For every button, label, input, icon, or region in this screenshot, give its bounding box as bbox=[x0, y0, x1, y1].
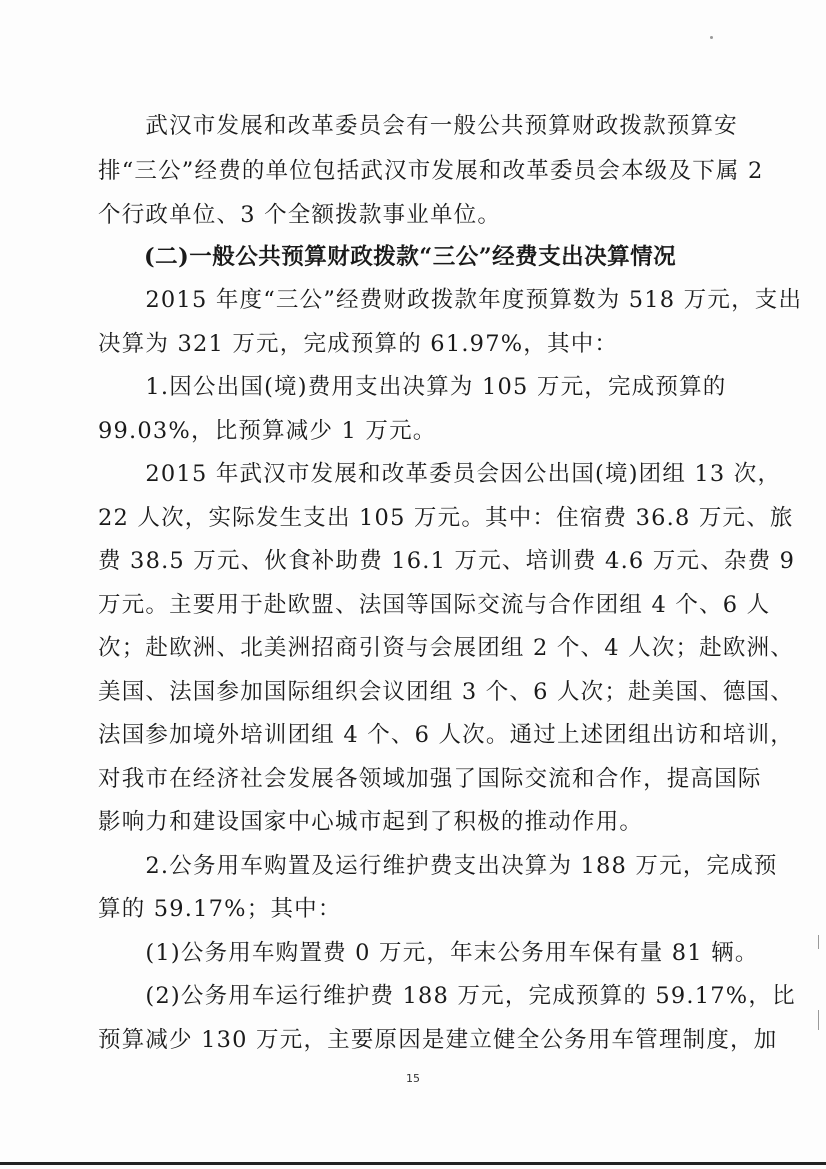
paragraph-line: (2)公务用车运行维护费 188 万元，完成预算的 59.17%，比 bbox=[98, 983, 796, 1009]
paragraph-line: 99.03%，比预算减少 1 万元。 bbox=[98, 418, 437, 444]
paragraph-line: 美国、法国参加国际组织会议团组 3 个、6 人次；赴美国、德国、 bbox=[98, 679, 794, 705]
paragraph-line: 决算为 321 万元，完成预算的 61.97%，其中： bbox=[98, 331, 619, 357]
scan-edge-mark bbox=[818, 935, 819, 949]
scan-speck bbox=[710, 36, 713, 39]
paragraph-line: 22 人次，实际发生支出 105 万元。其中：住宿费 36.8 万元、旅 bbox=[98, 505, 794, 531]
section-heading: (二)一般公共预算财政拨款“三公”经费支出决算情况 bbox=[98, 244, 677, 270]
scan-edge-mark bbox=[818, 1010, 819, 1030]
paragraph-line: 预算减少 130 万元，主要原因是建立健全公务用车管理制度，加 bbox=[98, 1027, 778, 1053]
paragraph-line: 1.因公出国(境)费用支出决算为 105 万元，完成预算的 bbox=[98, 374, 727, 400]
paragraph-line: 影响力和建设国家中心城市起到了积极的推动作用。 bbox=[98, 809, 644, 835]
paragraph-line: 次；赴欧洲、北美洲招商引资与会展团组 2 个、4 人次；赴欧洲、 bbox=[98, 635, 794, 661]
paragraph-line: 个行政单位、3 个全额拨款事业单位。 bbox=[98, 202, 502, 228]
scan-bottom-edge bbox=[0, 1162, 826, 1165]
paragraph-line: 武汉市发展和改革委员会有一般公共预算财政拨款预算安 bbox=[98, 113, 738, 139]
paragraph-line: 对我市在经济社会发展各领域加强了国际交流和合作，提高国际 bbox=[98, 766, 762, 792]
paragraph-line: 算的 59.17%；其中： bbox=[98, 896, 342, 922]
paragraph-line: 2015 年度“三公”经费财政拨款年度预算数为 518 万元，支出 bbox=[98, 287, 803, 313]
paragraph-line: 排“三公”经费的单位包括武汉市发展和改革委员会本级及下属 2 bbox=[98, 158, 764, 184]
paragraph-line: 法国参加境外培训团组 4 个、6 人次。通过上述团组出访和培训， bbox=[98, 722, 794, 748]
paragraph-line: 2015 年武汉市发展和改革委员会因公出国(境)团组 13 次， bbox=[98, 461, 782, 487]
paragraph-line: 万元。主要用于赴欧盟、法国等国际交流与合作团组 4 个、6 人 bbox=[98, 592, 771, 618]
paragraph-line: 费 38.5 万元、伙食补助费 16.1 万元、培训费 4.6 万元、杂费 9 bbox=[98, 548, 796, 574]
paragraph-line: 2.公务用车购置及运行维护费支出决算为 188 万元，完成预 bbox=[98, 853, 778, 879]
paragraph-line: (1)公务用车购置费 0 万元，年末公务用车保有量 81 辆。 bbox=[98, 940, 759, 966]
page-number: 15 bbox=[406, 1072, 420, 1085]
